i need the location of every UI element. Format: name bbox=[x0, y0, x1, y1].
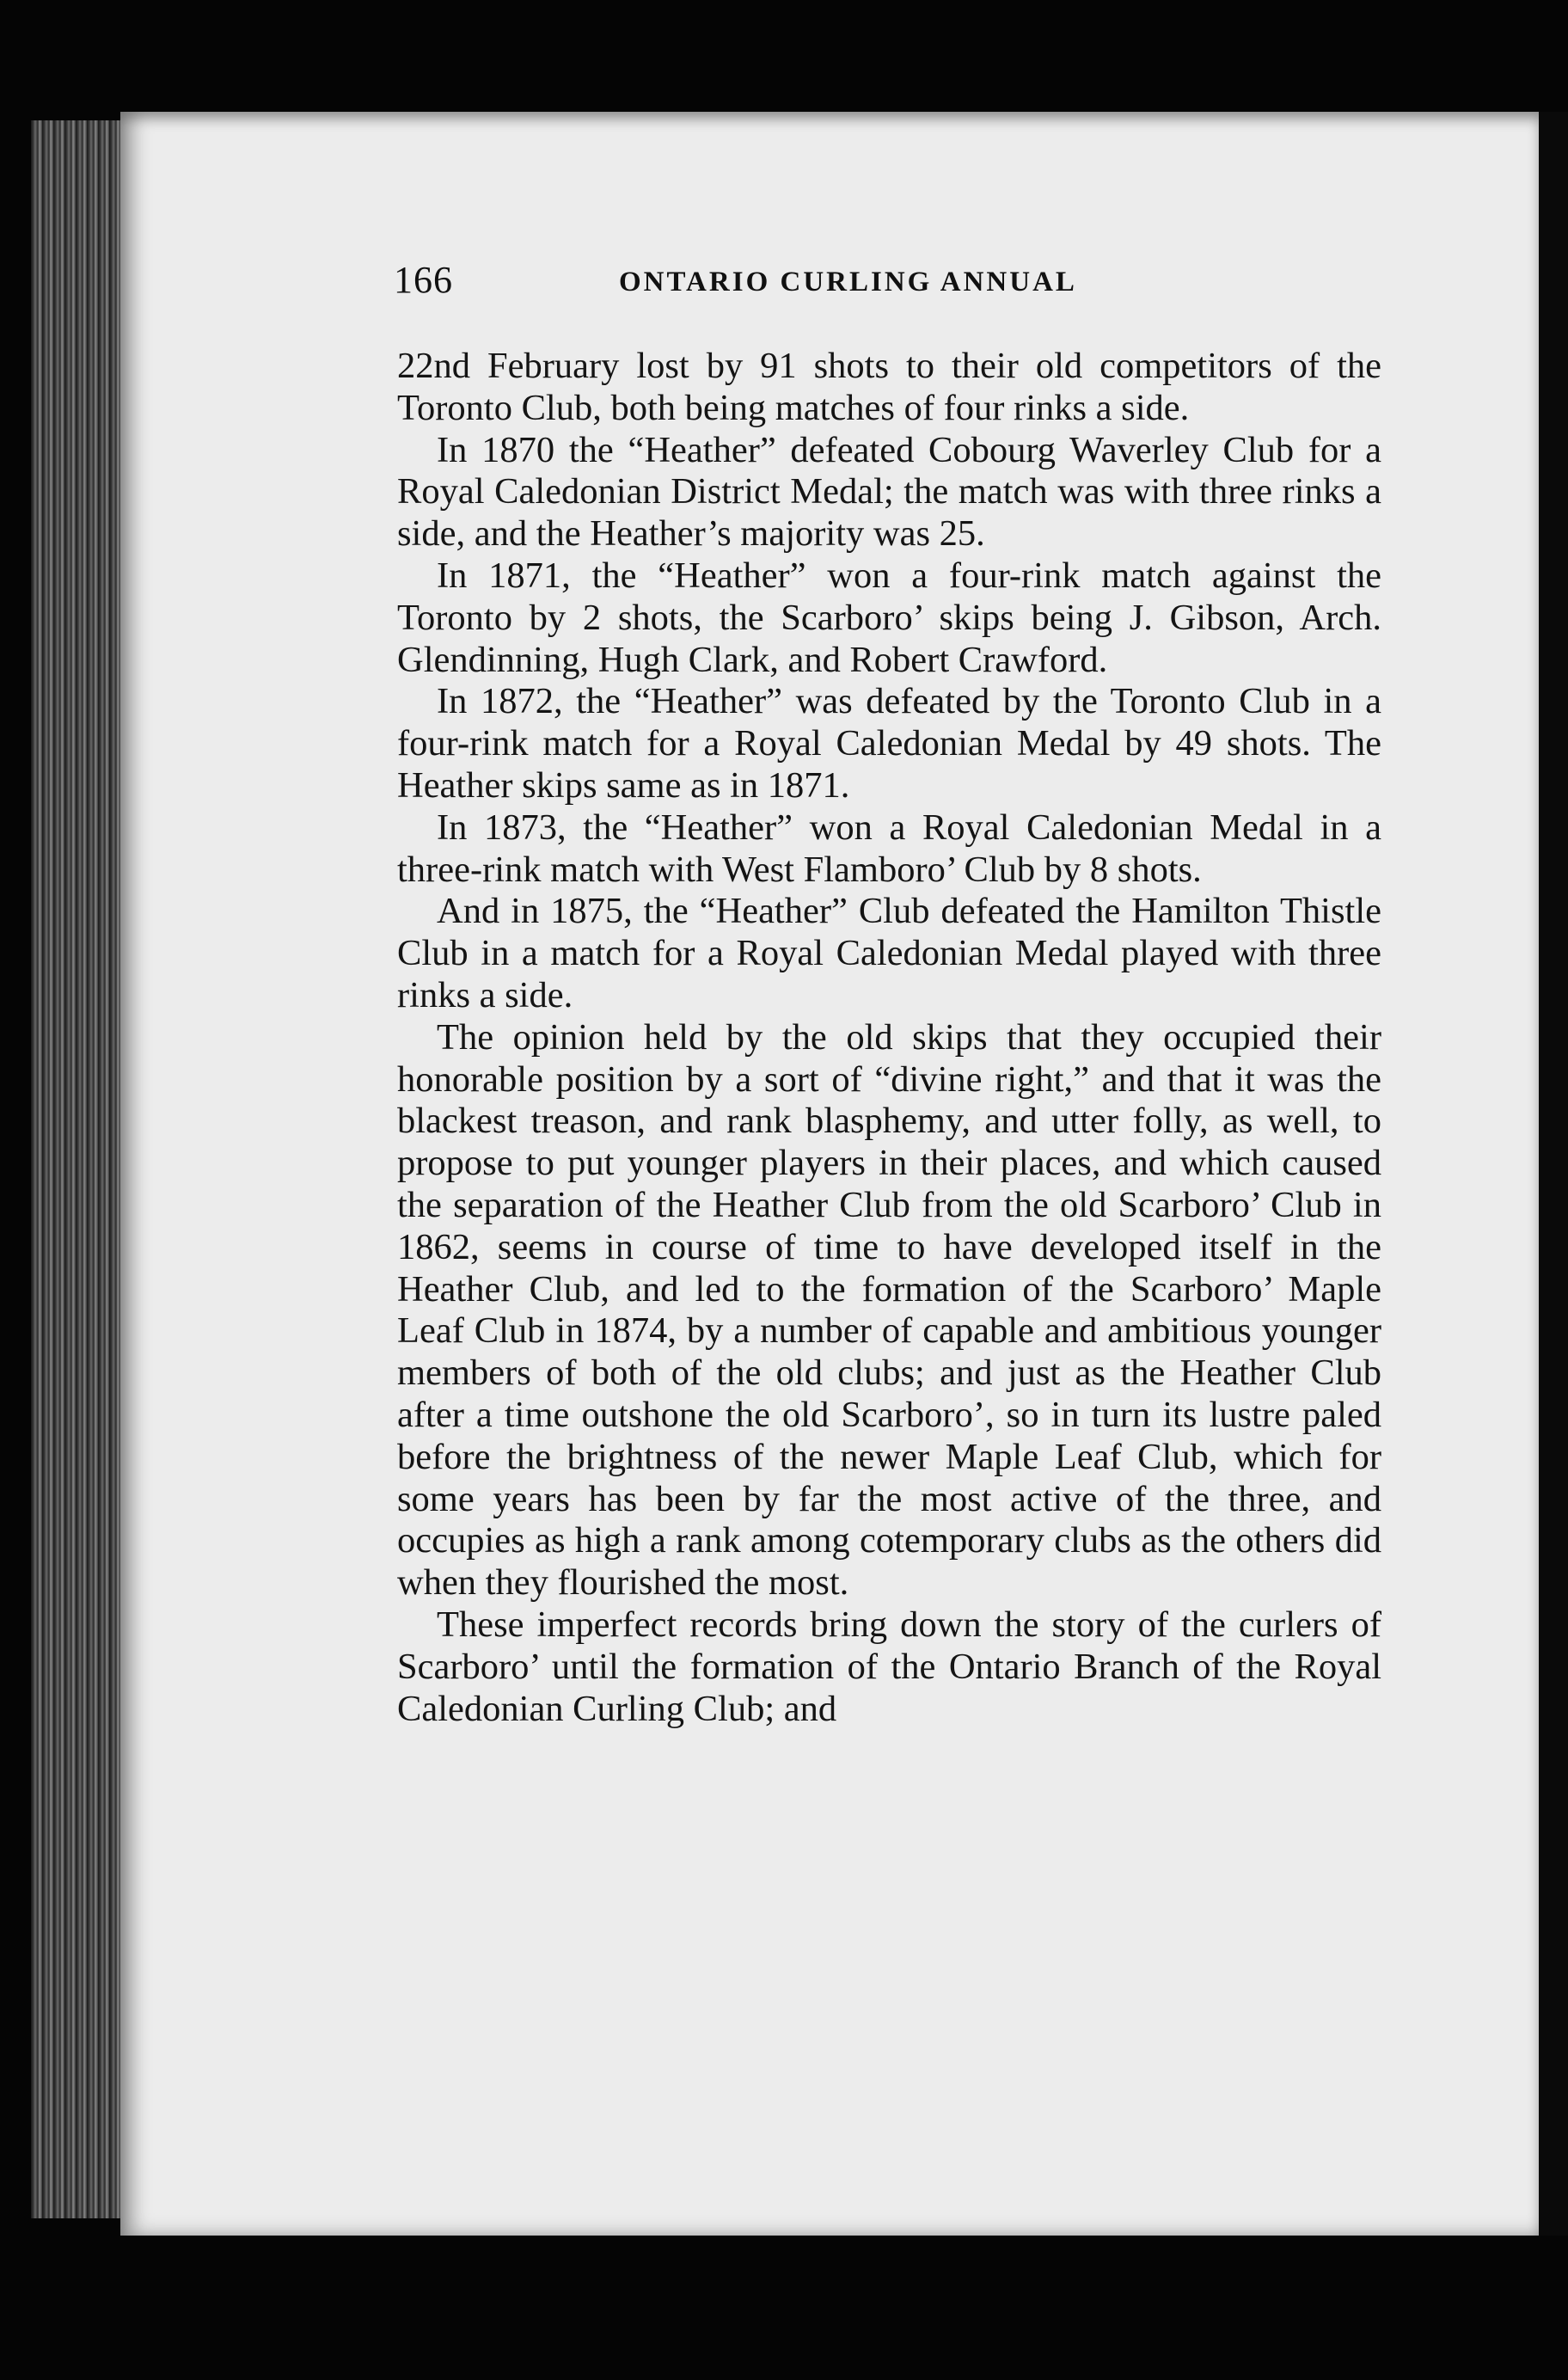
paragraph: The opinion held by the old skips that they occupied their honorable position by a sort of “divine right,” and that it was the blackest treason, and rank blasphemy, and utter folly, as well, to propose to put younger players in their places, and which caused the separation of the Heather Club from the old Scarboro’ Club in 1862, seems in course of time to have developed itself in the Heather Club, and led to the formation of the Scarboro’ Maple Leaf Club in 1874, by a number of capable and ambitious younger members of both of the old clubs; and just as the Heather Club after a time outshone the old Scarboro’, so in turn its lustre paled before the brightness of the newer Maple Leaf Club, which for some years has been by far the most active of the three, and occupies as high a rank among cotemporary clubs as the others did when they flourished the most. bbox=[397, 1016, 1381, 1604]
paragraph: These imperfect records bring down the story of the curlers of Scarboro’ until the formation of the Ontario Branch of the Royal Caledonian Curling Club; and bbox=[397, 1604, 1381, 1729]
running-title: ONTARIO CURLING ANNUAL bbox=[619, 267, 1077, 298]
paragraph: In 1873, the “Heather” won a Royal Caledonian Medal in a three-rink match with West Flamboro’ Club by 8 shots. bbox=[397, 807, 1381, 890]
paragraph: In 1871, the “Heather” won a four-rink match against the Toronto by 2 shots, the Scarboro’ skips being J. Gibson, Arch. Glendinning, Hugh Clark, and Robert Crawford. bbox=[397, 555, 1381, 680]
page-number: 166 bbox=[394, 259, 453, 301]
paragraph: And in 1875, the “Heather” Club defeated the Hamilton Thistle Club in a match for a Royal Caledonian Medal played with three rinks a side. bbox=[397, 891, 1381, 1015]
paragraph: In 1872, the “Heather” was defeated by the Toronto Club in a four-rink match for a Royal Caledonian Medal by 49 shots. The Heather skips same as in 1871. bbox=[397, 681, 1381, 806]
running-header bbox=[394, 258, 1382, 310]
page-shadow-edge bbox=[1539, 112, 1568, 2236]
body-text bbox=[397, 346, 1381, 1730]
book-page-edges bbox=[31, 120, 126, 2218]
paragraph: 22nd February lost by 91 shots to their old competitors of the Toronto Club, both being matches of four rinks a side. bbox=[397, 346, 1381, 428]
paragraph: In 1870 the “Heather” defeated Cobourg Waverley Club for a Royal Caledonian District Medal; the match was with three rinks a side, and the Heather’s majority was 25. bbox=[397, 429, 1381, 555]
